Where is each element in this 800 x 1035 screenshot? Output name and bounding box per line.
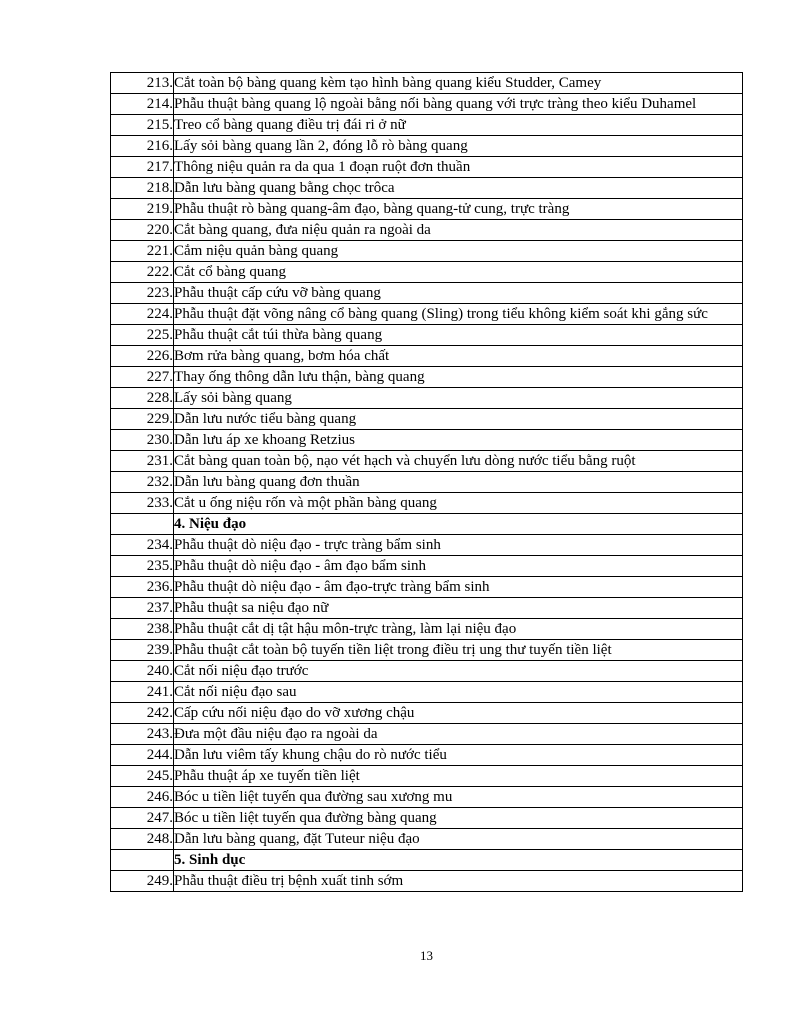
row-number [111, 850, 174, 871]
row-number: 239. [111, 640, 174, 661]
row-description: Treo cổ bàng quang điều trị đái ri ở nữ [174, 115, 743, 136]
table-row [111, 136, 743, 157]
row-number: 240. [111, 661, 174, 682]
table-row [111, 430, 743, 451]
table-row [111, 724, 743, 745]
row-description: Phẫu thuật sa niệu đạo nữ [174, 598, 743, 619]
row-description: Dẫn lưu viêm tấy khung chậu do rò nước tiểu [174, 745, 743, 766]
row-description: Thông niệu quản ra da qua 1 đoạn ruột đơn thuần [174, 157, 743, 178]
row-number: 227. [111, 367, 174, 388]
row-description: Cắm niệu quản bàng quang [174, 241, 743, 262]
row-description: Phẫu thuật dò niệu đạo - âm đạo-trực tràng bẩm sinh [174, 577, 743, 598]
row-description: 4. Niệu đạo [174, 514, 743, 535]
table-row [111, 157, 743, 178]
row-description: Cắt nối niệu đạo trước [174, 661, 743, 682]
table-row [111, 829, 743, 850]
table-row [111, 577, 743, 598]
table-row [111, 619, 743, 640]
row-description: Dẫn lưu bàng quang, đặt Tuteur niệu đạo [174, 829, 743, 850]
table-row [111, 178, 743, 199]
row-description: Đưa một đầu niệu đạo ra ngoài da [174, 724, 743, 745]
row-description: Cấp cứu nối niệu đạo do vỡ xương chậu [174, 703, 743, 724]
table-row [111, 388, 743, 409]
row-number: 237. [111, 598, 174, 619]
table-row [111, 220, 743, 241]
row-number: 224. [111, 304, 174, 325]
row-description: Thay ống thông dẫn lưu thận, bàng quang [174, 367, 743, 388]
table-row [111, 871, 743, 892]
row-number: 222. [111, 262, 174, 283]
page-number: 13 [420, 948, 433, 963]
table-row [111, 787, 743, 808]
table-row [111, 661, 743, 682]
table-row [111, 241, 743, 262]
row-number: 245. [111, 766, 174, 787]
row-description: 5. Sinh dục [174, 850, 743, 871]
table-row [111, 808, 743, 829]
row-number: 217. [111, 157, 174, 178]
table-row [111, 73, 743, 94]
row-number: 214. [111, 94, 174, 115]
row-number: 242. [111, 703, 174, 724]
table-row [111, 766, 743, 787]
row-description: Bóc u tiền liệt tuyến qua đường sau xương mu [174, 787, 743, 808]
row-description: Phẫu thuật cấp cứu vỡ bàng quang [174, 283, 743, 304]
row-description: Cắt u ống niệu rốn và một phần bàng quang [174, 493, 743, 514]
row-number: 213. [111, 73, 174, 94]
row-description: Phẫu thuật cắt toàn bộ tuyến tiền liệt trong điều trị ung thư tuyến tiền liệt [174, 640, 743, 661]
row-number: 235. [111, 556, 174, 577]
row-number: 221. [111, 241, 174, 262]
table-row [111, 556, 743, 577]
row-number: 238. [111, 619, 174, 640]
row-description: Bóc u tiền liệt tuyến qua đường bàng quang [174, 808, 743, 829]
row-number: 228. [111, 388, 174, 409]
row-number: 218. [111, 178, 174, 199]
table-row [111, 346, 743, 367]
row-number: 233. [111, 493, 174, 514]
row-number: 216. [111, 136, 174, 157]
row-number: 229. [111, 409, 174, 430]
row-number: 236. [111, 577, 174, 598]
table-row [111, 682, 743, 703]
row-description: Dẫn lưu bàng quang bằng chọc trôca [174, 178, 743, 199]
row-description: Phẫu thuật điều trị bệnh xuất tinh sớm [174, 871, 743, 892]
row-description: Phẫu thuật dò niệu đạo - trực tràng bẩm sinh [174, 535, 743, 556]
table-row [111, 283, 743, 304]
row-description: Phẫu thuật rò bàng quang-âm đạo, bàng quang-tử cung, trực tràng [174, 199, 743, 220]
procedures-table [110, 72, 743, 892]
row-description: Dẫn lưu nước tiểu bàng quang [174, 409, 743, 430]
row-number: 219. [111, 199, 174, 220]
table-row [111, 94, 743, 115]
row-number: 243. [111, 724, 174, 745]
table-row [111, 199, 743, 220]
row-number: 248. [111, 829, 174, 850]
table-row [111, 409, 743, 430]
row-description: Phẫu thuật cắt dị tật hậu môn-trực tràng, làm lại niệu đạo [174, 619, 743, 640]
row-description: Cắt bàng quan toàn bộ, nạo vét hạch và chuyển lưu dòng nước tiểu bằng ruột [174, 451, 743, 472]
row-description: Cắt bàng quang, đưa niệu quản ra ngoài da [174, 220, 743, 241]
table-row [111, 850, 743, 871]
row-number [111, 514, 174, 535]
row-number: 244. [111, 745, 174, 766]
row-description: Lấy sỏi bàng quang lần 2, đóng lỗ rò bàng quang [174, 136, 743, 157]
row-description: Lấy sỏi bàng quang [174, 388, 743, 409]
table-row [111, 325, 743, 346]
table-row [111, 304, 743, 325]
table-row [111, 703, 743, 724]
table-row [111, 262, 743, 283]
row-description: Dẫn lưu bàng quang đơn thuần [174, 472, 743, 493]
procedures-table-body [111, 73, 743, 892]
row-description: Dẫn lưu áp xe khoang Retzius [174, 430, 743, 451]
row-number: 241. [111, 682, 174, 703]
table-row [111, 451, 743, 472]
table-row [111, 514, 743, 535]
row-description: Phẫu thuật áp xe tuyến tiền liệt [174, 766, 743, 787]
row-number: 249. [111, 871, 174, 892]
table-row [111, 535, 743, 556]
table-row [111, 472, 743, 493]
row-number: 247. [111, 808, 174, 829]
row-description: Cắt cổ bàng quang [174, 262, 743, 283]
table-row [111, 640, 743, 661]
row-number: 232. [111, 472, 174, 493]
table-row [111, 115, 743, 136]
row-number: 230. [111, 430, 174, 451]
row-description: Cắt nối niệu đạo sau [174, 682, 743, 703]
row-description: Phẫu thuật dò niệu đạo - âm đạo bẩm sinh [174, 556, 743, 577]
row-description: Cắt toàn bộ bàng quang kèm tạo hình bàng quang kiểu Studder, Camey [174, 73, 743, 94]
table-row [111, 598, 743, 619]
row-description: Phẫu thuật bàng quang lộ ngoài bằng nối bàng quang với trực tràng theo kiểu Duhamel [174, 94, 743, 115]
row-number: 231. [111, 451, 174, 472]
table-row [111, 367, 743, 388]
row-number: 215. [111, 115, 174, 136]
row-description: Phẫu thuật cắt túi thừa bàng quang [174, 325, 743, 346]
table-row [111, 745, 743, 766]
row-number: 226. [111, 346, 174, 367]
row-number: 220. [111, 220, 174, 241]
row-number: 246. [111, 787, 174, 808]
row-number: 225. [111, 325, 174, 346]
row-number: 223. [111, 283, 174, 304]
row-description: Phẫu thuật đặt võng nâng cổ bàng quang (Sling) trong tiểu không kiểm soát khi gắng sức [174, 304, 743, 325]
table-row [111, 493, 743, 514]
row-description: Bơm rửa bàng quang, bơm hóa chất [174, 346, 743, 367]
row-number: 234. [111, 535, 174, 556]
